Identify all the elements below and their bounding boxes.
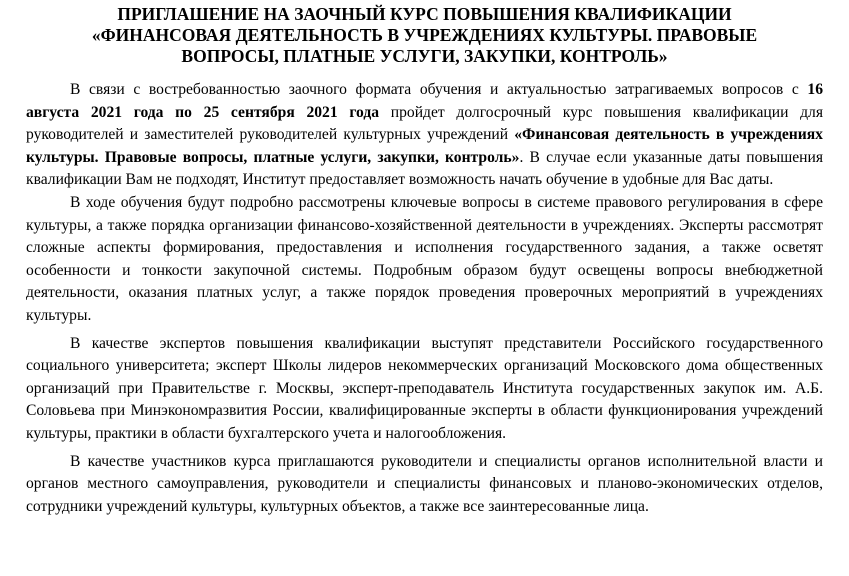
paragraph-topics: В ходе обучения будут подробно рассмотрены ключевые вопросы в системе правового регулирования в сфере культуры, а также порядка организации финансово-хозяйственной деятельности в учреждениях. Эксперты рассмотрят сложные аспекты формирования, предоставления и исполнения государственного задания, а также осветят особенности и тонкости закупочной системы. Подробным образом будут освещены вопросы внебюджетной деятельности, оказания платных услуг, а также порядок проведения проверочных мероприятий в учреждениях культуры.: [26, 193, 823, 324]
paragraph-intro: [26, 79, 823, 192]
title-line-3: ВОПРОСЫ, ПЛАТНЫЕ УСЛУГИ, ЗАКУПКИ, КОНТРОЛЬ»: [181, 46, 668, 66]
course-dates: 16 августа 2021 года по 25 сентября 2021 года: [26, 81, 823, 121]
document-page: [26, 4, 823, 518]
intro-text-3: . В случае если указанные даты повышения квалификации Вам не подходят, Институт предоставляет возможность начать обучение в удобные для Вас даты.: [26, 148, 823, 189]
intro-text-2: пройдет долгосрочный курс повышения квалификации для руководителей и заместителей руководителей культурных учреждений: [26, 103, 823, 144]
intro-text-1: В связи с востребованностью заочного формата обучения и актуальностью затрагиваемых вопросов с: [70, 81, 808, 98]
title-line-1: ПРИГЛАШЕНИЕ НА ЗАОЧНЫЙ КУРС ПОВЫШЕНИЯ КВАЛИФИКАЦИИ: [117, 4, 732, 24]
paragraph-experts: В качестве экспертов повышения квалификации выступят представители Российского государственного социального университета; эксперт Школы лидеров некоммерческих организаций Московского дома общественных организаций при Правительстве г. Москвы, эксперт-преподаватель Института государственных закупок им. А.Б. Соловьева при Минэкономразвития России, квалифицированные эксперты в области функционирования учреждений культуры, практики в области бухгалтерского учета и налогообложения.: [26, 334, 823, 442]
course-name: «Финансовая деятельность в учреждениях культуры. Правовые вопросы, платные услуги, закупки, контроль»: [26, 126, 823, 166]
document-title: [26, 4, 823, 67]
title-line-2: «ФИНАНСОВАЯ ДЕЯТЕЛЬНОСТЬ В УЧРЕЖДЕНИЯХ КУЛЬТУРЫ. ПРАВОВЫЕ: [91, 25, 758, 45]
paragraph-participants: В качестве участников курса приглашаются руководители и специалисты органов исполнительной власти и органов местного самоуправления, руководители и специалисты финансовых и планово-экономических отделов, сотрудники учреждений культуры, культурных объектов, а также все заинтересованные лица.: [26, 452, 823, 515]
